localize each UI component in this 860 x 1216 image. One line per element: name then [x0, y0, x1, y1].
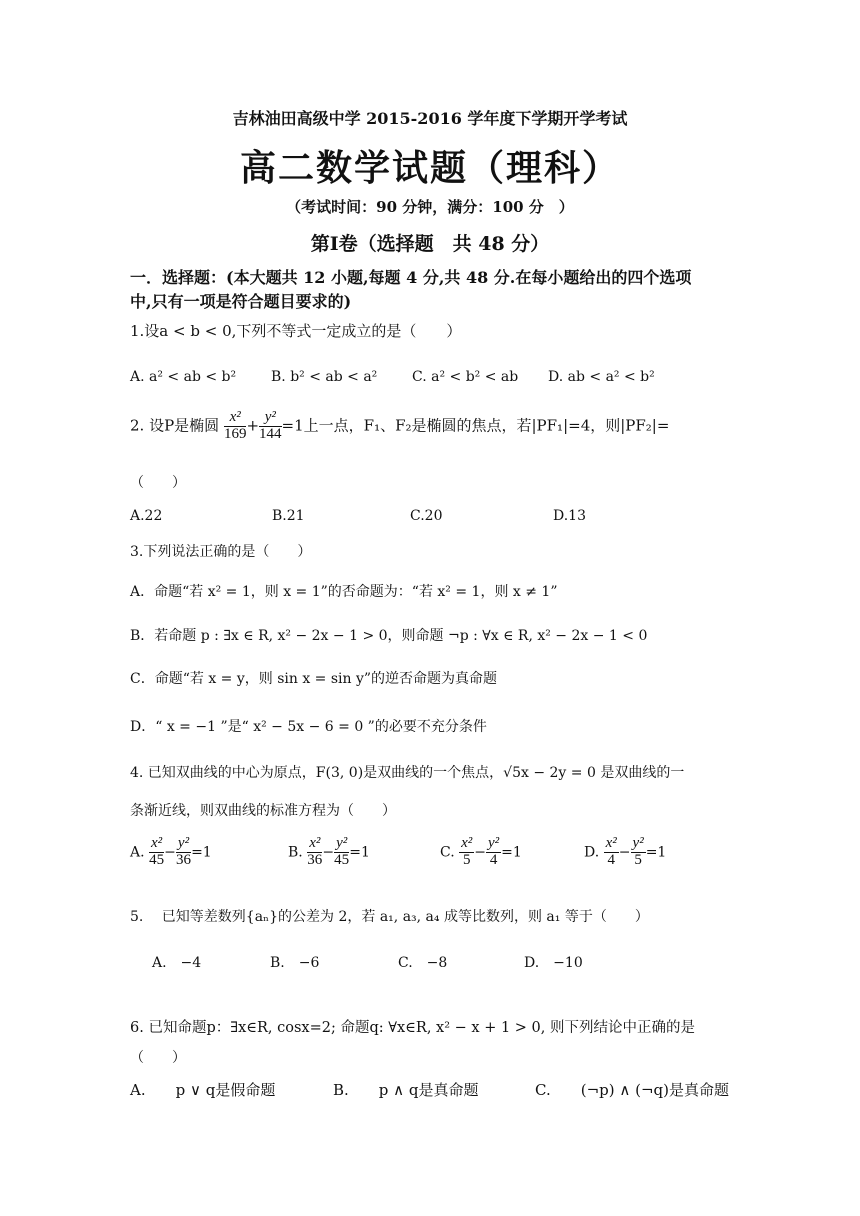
question-5-option-a: A. −4 [152, 955, 202, 971]
question-6-option-c: C. (¬p) ∧ (¬q)是真命题 [535, 1081, 729, 1099]
question-1-option-c: C. a² < b² < ab [412, 369, 519, 385]
fraction-y2-144 [259, 410, 282, 443]
equation-rhs: =1 [645, 844, 667, 861]
fraction [459, 836, 474, 869]
exam-title: 高二数学试题（理科） [239, 147, 620, 189]
equation-rhs: =1 [349, 844, 370, 861]
question-6-paren: （ ） [130, 1050, 186, 1066]
fraction-denominator: 4 [607, 851, 615, 868]
school-line: 吉林油田高级中学 2015-2016 学年度下学期开学考试 [232, 109, 628, 128]
question-2-stem-prefix: 2. 设P是椭圆 [130, 416, 220, 435]
fraction-numerator: x² [224, 410, 247, 427]
fraction-denominator: 45 [149, 851, 165, 868]
question-4-line1: 4. 已知双曲线的中心为原点，F(3, 0)是双曲线的一个焦点，√5x − 2y = 0 是双曲线的一 [130, 765, 685, 781]
question-3-option-b: B．若命题 p : ∃x ∈ R, x² − 2x − 1 > 0，则命题 ¬p : ∀x ∈ R, x² − 2x − 1 < 0 [130, 628, 648, 644]
fraction-numerator: x² [605, 835, 617, 851]
question-5-stem: 5. 已知等差数列{aₙ}的公差为 2，若 a₁, a₃, a₄ 成等比数列，则 a₁ 等于（ ） [130, 909, 649, 925]
fraction [604, 836, 619, 869]
question-1-option-a: A. a² < ab < b² [130, 369, 237, 385]
fraction-numerator: y² [488, 835, 500, 851]
question-5-option-d: D. −10 [524, 955, 583, 971]
option-label: A. [130, 844, 145, 861]
fraction-numerator: y² [632, 835, 644, 851]
fraction-denominator: 169 [223, 425, 247, 442]
question-2-option-a: A.22 [130, 508, 163, 524]
fraction-denominator: 36 [307, 851, 323, 868]
question-3-option-a: A．命题“若 x² = 1，则 x = 1”的否命题为：“若 x² = 1，则 x ≠ 1” [130, 584, 558, 600]
exam-time-info: （考试时间：90 分钟，满分：100 分 ） [286, 198, 574, 216]
fraction [307, 836, 322, 869]
question-4-option-b: B. $\frac{\text{x²}}{36}$ − $\frac{\text{y²}}{45}$ =1 [288, 835, 370, 868]
question-1-stem: 1.设a < b < 0,下列不等式一定成立的是（ ） [130, 322, 462, 340]
fraction-denominator: 45 [334, 851, 350, 868]
question-2-option-b: B.21 [272, 508, 305, 524]
fraction-numerator: x² [151, 835, 163, 851]
fraction-denominator: 5 [462, 851, 471, 868]
fraction-x2-169 [224, 410, 247, 443]
section-instructions-line2: 中,只有一项是符合题目要求的) [130, 292, 352, 311]
option-label: B. [288, 844, 303, 861]
fraction-numerator: x² [309, 835, 321, 851]
fraction-numerator: x² [461, 835, 473, 851]
equation-rhs: =1 [501, 844, 522, 861]
question-2-stem-suffix: =1上一点，F₁、F₂是椭圆的焦点，若|PF₁|=4，则|PF₂|= [281, 416, 670, 435]
question-4-option-a: A. $\frac{\text{x²}}{45}$ − $\frac{\text{y²}}{36}$ =1 [130, 835, 212, 868]
fraction-denominator: 5 [634, 851, 642, 868]
question-4-line2: 条渐近线，则双曲线的标准方程为（ ） [130, 803, 396, 819]
option-label: C. [440, 844, 455, 861]
fraction-numerator: y² [336, 835, 348, 851]
part-title: 第Ⅰ卷（选择题 共 48 分） [310, 233, 550, 255]
question-3-option-d: D．“ x = −1 ”是“ x² − 5x − 6 = 0 ”的必要不充分条件 [130, 719, 487, 735]
fraction-numerator: y² [177, 835, 190, 851]
question-5-option-b: B. −6 [270, 955, 320, 971]
fraction [149, 836, 164, 869]
question-2-option-c: C.20 [410, 508, 443, 524]
question-4-option-d: D. $\frac{\text{x²}}{4}$ − $\frac{\text{y²}}{5}$ =1 [584, 835, 667, 868]
fraction-denominator: 36 [175, 851, 191, 868]
question-1-option-d: D. ab < a² < b² [548, 369, 655, 385]
fraction [631, 836, 646, 869]
fraction [176, 836, 191, 869]
fraction [334, 836, 349, 869]
fraction-numerator: y² [259, 410, 282, 427]
question-3-stem: 3.下列说法正确的是（ ） [130, 544, 312, 560]
question-3-option-c: C．命题“若 x = y，则 sin x = sin y”的逆否命题为真命题 [130, 671, 498, 687]
question-6-stem: 6. 已知命题p：∃x∈R, cosx=2; 命题q: ∀x∈R, x² − x + 1 > 0, 则下列结论中正确的是 [130, 1020, 695, 1036]
question-4-option-c: C. $\frac{\text{x²}}{5}$ − $\frac{\text{y²}}{4}$ =1 [440, 835, 522, 868]
question-2-option-d: D.13 [553, 508, 586, 524]
question-6-option-a: A. p ∨ q是假命题 [130, 1081, 276, 1099]
question-2-paren: （ ） [130, 475, 186, 491]
question-6-option-b: B. p ∧ q是真命题 [333, 1081, 479, 1099]
fraction [486, 836, 501, 869]
question-2-stem: 2. 设P是椭圆 $\frac{\text{x²}}{169}$ + $\frac{\text{y²}}{144}$ =1上一点，F₁、F₂是椭圆的焦点，若|PF₁|=4，则|PF₂|= [130, 409, 670, 442]
equation-rhs: =1 [191, 844, 212, 861]
question-1-option-b: B. b² < ab < a² [271, 369, 378, 385]
option-label: D. [584, 844, 600, 861]
question-5-option-c: C. −8 [398, 955, 448, 971]
fraction-denominator: 4 [489, 851, 498, 868]
section-instructions-line1: 一．选择题：(本大题共 12 小题,每题 4 分,共 48 分.在每小题给出的四个选项 [130, 268, 692, 287]
fraction-denominator: 144 [259, 425, 282, 442]
